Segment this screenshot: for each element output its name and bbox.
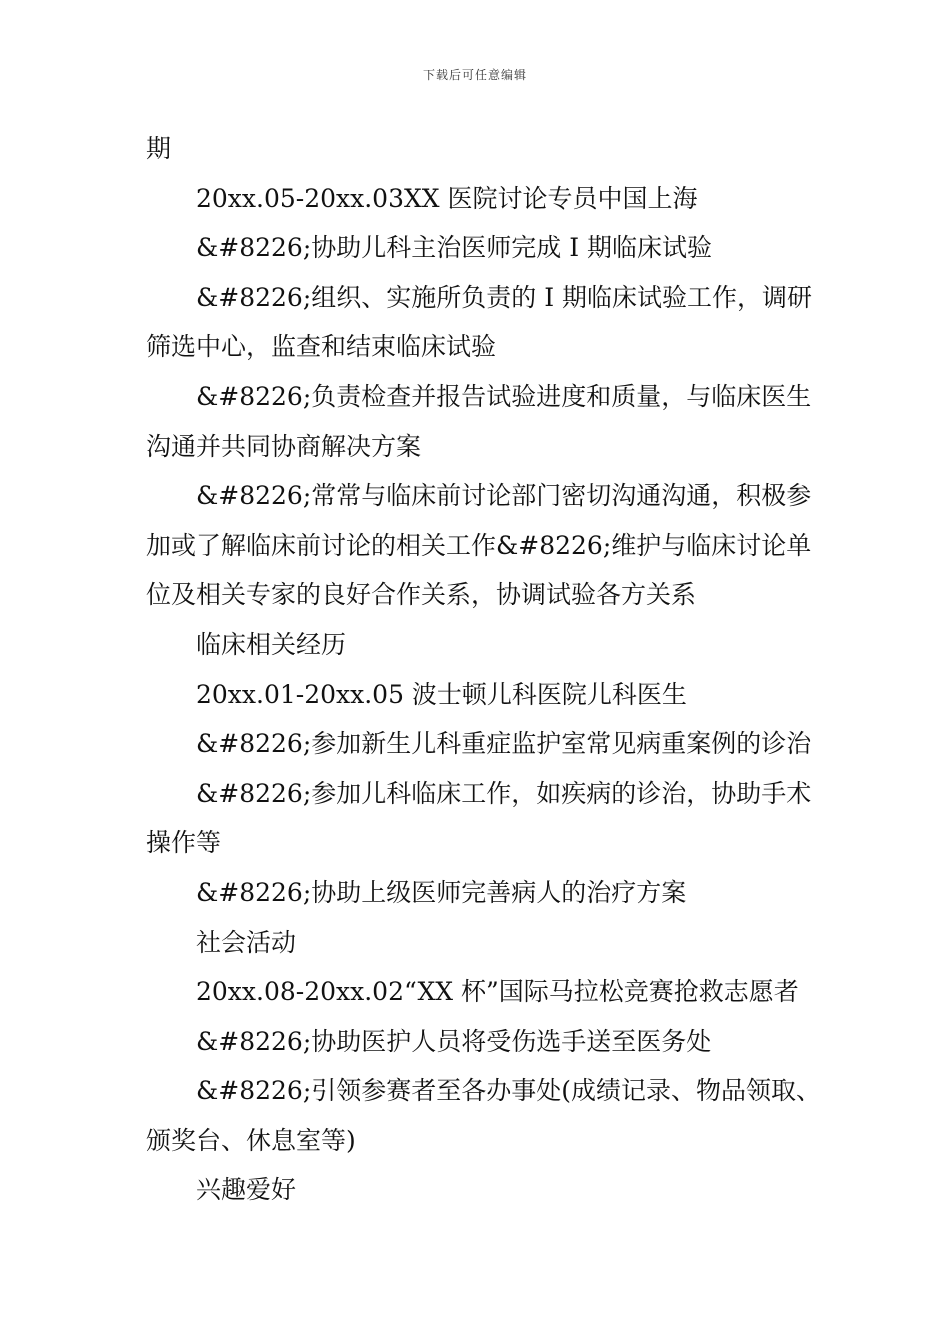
text-line-1: 期 [146,134,172,163]
text-line-16: &#8226;协助上级医师完善病人的治疗方案 [196,877,687,907]
text-line-5: 筛选中心，监查和结束临床试验 [146,332,497,362]
text-line-20: &#8226;引领参赛者至各办事处(成绩记录、物品领取、 [196,1076,822,1106]
text-line-7: 沟通并共同协商解决方案 [146,431,422,461]
text-line-12: 20xx.01-20xx.05 波士顿儿科医院儿科医生 [196,679,687,709]
section-heading-social: 社会活动 [196,927,297,957]
document-body [146,124,822,1215]
text-line-10: 位及相关专家的良好合作关系，协调试验各方关系 [146,580,697,610]
text-line-19: &#8226;协助医护人员将受伤选手送至医务处 [196,1026,712,1056]
text-line-3: &#8226;协助儿科主治医师完成 I 期临床试验 [196,233,713,263]
text-line-2: 20xx.05-20xx.03XX 医院讨论专员中国上海 [196,183,698,213]
section-heading-hobbies: 兴趣爱好 [196,1175,297,1205]
text-line-13: &#8226;参加新生儿科重症监护室常见病重案例的诊治 [196,729,812,759]
text-line-15: 操作等 [146,828,222,858]
text-line-9: 加或了解临床前讨论的相关工作&#8226;维护与临床讨论单 [146,530,812,560]
page-header: 下载后可任意编辑 [422,68,527,82]
text-line-8: &#8226;常常与临床前讨论部门密切沟通沟通，积极参 [196,481,812,511]
section-heading-clinical: 临床相关经历 [196,629,347,659]
text-line-21: 颁奖台、休息室等) [146,1125,356,1155]
text-line-14: &#8226;参加儿科临床工作，如疾病的诊治，协助手术 [196,778,812,808]
text-line-6: &#8226;负责检查并报告试验进度和质量，与临床医生 [196,381,812,411]
text-line-4: &#8226;组织、实施所负责的 I 期临床试验工作，调研 [196,282,813,312]
text-line-18: 20xx.08-20xx.02“XX 杯”国际马拉松竞赛抢救志愿者 [196,977,799,1007]
